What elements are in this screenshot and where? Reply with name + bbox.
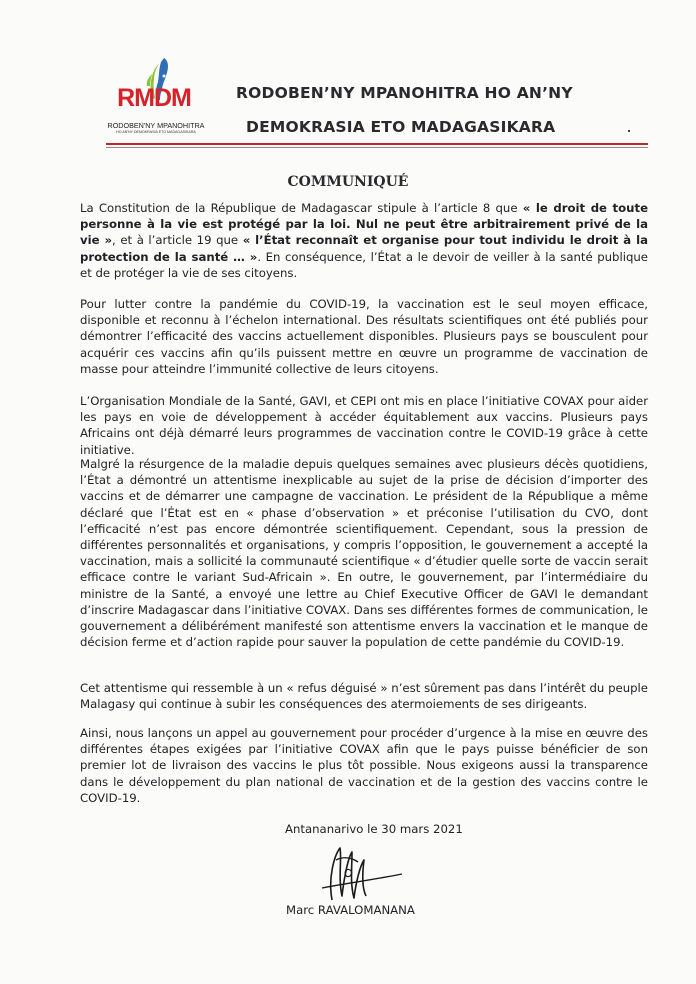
logo-subtitle: RODOBEN'NY MPANOHITRA [107, 121, 205, 130]
logo-wordmark: RMDM [117, 84, 191, 112]
header-rule-red [106, 143, 648, 145]
header-title-line1: RODOBEN’NY MPANOHITRA HO AN’NY [236, 84, 573, 102]
scan-speck [628, 130, 630, 132]
p1-quote-article-19: « l’État reconnaît et organise pour tout individu le droit à la protection de la santé … » [80, 233, 649, 264]
paragraph-refus-deguise: Cet attentisme qui ressemble à un « refus déguisé » n’est sûrement pas dans l’intérêt du peuple Malagasy qui continue à subir les conséquences des atermoiements de ses dirigeants. [80, 681, 648, 712]
p1-quote-article-8: « le droit de toute personne à la vie est protégé par la loi. Nul ne peut être arbitrairement privé de la vie » [80, 201, 649, 248]
paragraph-covax: L’Organisation Mondiale de la Santé, GAVI, et CEPI ont mis en place l’initiative COVAX pour aider les pays en voie de développement à accéder équitablement aux vaccins. Plusieurs pays Africains ont déjà démarré leurs programmes de vaccination contre le COVID-19 grâce à cette initiative. [80, 394, 648, 457]
paragraph-attentisme: Malgré la résurgence de la maladie depuis quelques semaines avec plusieurs décès quotidiens, l’État a démontré un attentisme inexplicable au sujet de la prise de décision d’importer des vaccins et de démarrer une campagne de vaccination. Le président de la République a même déclaré que l’État est en « phase d’observation » et préconise l’utilisation du CVO, dont l’efficacité n’est pas encore démontrée scientifiquement. Cependant, sous la pression de différentes personnalités et organisations, y compris l’opposition, le gouvernement a accepté la vaccination, mais a sollicité la communauté scientifique « d’étudier quelle sorte de vaccin serait efficace contre le variant Sud-Africain ». En outre, le gouvernement, par l’intermédiaire du ministre de la Santé, a envoyé une lettre au Chief Executive Officer de GAVI le demandant d’inscrire Madagascar dans l’initiative COVAX. Dans ses différentes formes de communication, le gouvernement a délibérément manifesté son attentisme envers la vaccination et le manque de décision ferme et d’action rapide pour sauver la population de cette pandémie du COVID-19. [80, 457, 648, 650]
header-title-line2: DEMOKRASIA ETO MADAGASIKARA [246, 118, 556, 136]
p1-text-2: , et à l’article 19 que [112, 233, 243, 248]
signatory-name: Marc RAVALOMANANA [286, 903, 415, 917]
paragraph-constitution [80, 200, 648, 281]
p1-text-1: La Constitution de la République de Madagascar stipule à l’article 8 que [80, 201, 523, 215]
place-and-date: Antananarivo le 30 mars 2021 [285, 822, 463, 836]
header-rule-grey [106, 147, 648, 148]
paragraph-appel: Ainsi, nous lançons un appel au gouvernement pour procéder d’urgence à la mise en œuvre des différentes étapes exigées par l’initiative COVAX afin que le pays puisse bénéficier de son premier lot de livraison des vaccins le plus tôt possible. Nous exigeons aussi la transparence dans le développement du plan national de vaccination et de la gestion des vaccins contre le COVID-19. [80, 726, 648, 805]
handwritten-signature [292, 838, 412, 908]
document-heading: COMMUNIQUÉ [287, 174, 409, 190]
p1-text-3: . En conséquence, l’État a le devoir de veiller à la santé publique et de protéger la vie de ses citoyens. [80, 249, 648, 280]
paragraph-vaccination: Pour lutter contre la pandémie du COVID-19, la vaccination est le seul moyen efficace, disponible et reconnu à l’échelon international. Des résultats scientifiques ont été publiés pour démontrer l’efficacité des vaccins actuellement disponibles. Plusieurs pays se bousculent pour acquérir ces vaccins afin qu’ils puissent mettre en œuvre un programme de vaccination de masse pour atteindre l’immunité collective de leurs citoyens. [80, 297, 648, 376]
logo-tagline: HO AN'NY DEMOKRASIA ETO MADAGASIKARA [116, 130, 196, 134]
